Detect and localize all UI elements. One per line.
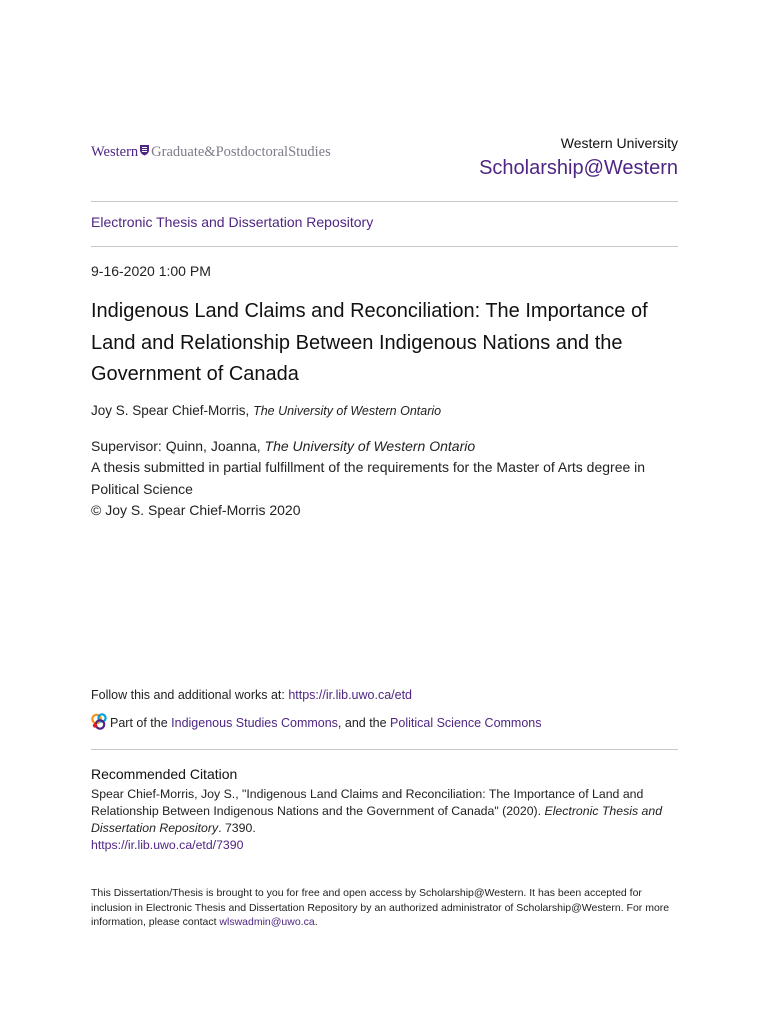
part-of-middle: , and the [337, 716, 391, 730]
document-page [91, 0, 678, 1024]
follow-link[interactable]: https://ir.lib.uwo.ca/etd [288, 688, 413, 702]
divider [91, 749, 678, 750]
indigenous-studies-commons-link[interactable]: Indigenous Studies Commons [171, 716, 338, 730]
contact-email-link[interactable]: wlswadmin@uwo.ca [219, 916, 315, 928]
copyright-line: © Joy S. Spear Chief-Morris 2020 [91, 501, 301, 518]
follow-text: Follow this and additional works at: [91, 688, 289, 702]
part-of-line [91, 713, 542, 733]
citation-number: . 7390. [218, 821, 256, 835]
header [91, 135, 678, 185]
citation-url-link[interactable]: https://ir.lib.uwo.ca/etd/7390 [91, 838, 244, 852]
logo-graduate-text: Graduate&PostdoctoralStudies [151, 144, 331, 160]
supervisor-line [91, 436, 678, 457]
thesis-title: Indigenous Land Claims and Reconciliation: The Importance of Land and Relationship Between Indigenous Nations and the Government of Canada [91, 300, 648, 385]
author-name: Joy S. Spear Chief-Morris, [91, 403, 250, 418]
supervisor-name: Supervisor: Quinn, Joanna, [91, 438, 261, 454]
follow-line [91, 688, 412, 702]
divider [91, 246, 678, 247]
university-name: Western University [560, 135, 678, 151]
commons-network-icon [91, 713, 110, 733]
footer-notice [91, 886, 678, 930]
author-affiliation: The University of Western Ontario [253, 404, 442, 418]
footer-text: This Dissertation/Thesis is brought to you for free and open access by Scholarship@Western. It has been accepted for inclusion in Electronic Thesis and Dissertation Repository by an authorized administrator of Scholarship@Western. For more information, please contact [91, 887, 670, 928]
citation-text [91, 786, 678, 837]
recommended-citation-heading: Recommended Citation [91, 766, 238, 782]
citation-body: Spear Chief-Morris, Joy S., "Indigenous Land Claims and Reconciliation: The Importance of Land and Relationship Between Indigenous Nations and the Government of Canada" (2020). [91, 787, 644, 818]
supervisor-block [91, 436, 678, 521]
divider [91, 201, 678, 202]
citation-journal: Electronic Thesis and Dissertation Repository [91, 804, 663, 835]
western-graduate-logo[interactable] [91, 144, 331, 161]
repository-link[interactable]: Electronic Thesis and Dissertation Repository [91, 214, 374, 230]
publication-date: 9-16-2020 1:00 PM [91, 263, 211, 279]
scholarship-link[interactable]: Scholarship@Western [479, 157, 678, 179]
shield-icon [139, 144, 150, 161]
supervisor-affiliation: The University of Western Ontario [264, 438, 476, 454]
author-line [91, 403, 441, 418]
footer-end: . [314, 916, 318, 928]
political-science-commons-link[interactable]: Political Science Commons [390, 716, 542, 730]
logo-western-text: Western [91, 144, 139, 160]
part-of-prefix: Part of the [110, 716, 172, 730]
thesis-note: A thesis submitted in partial fulfillment of the requirements for the Master of Arts degree in Political Science [91, 459, 646, 497]
